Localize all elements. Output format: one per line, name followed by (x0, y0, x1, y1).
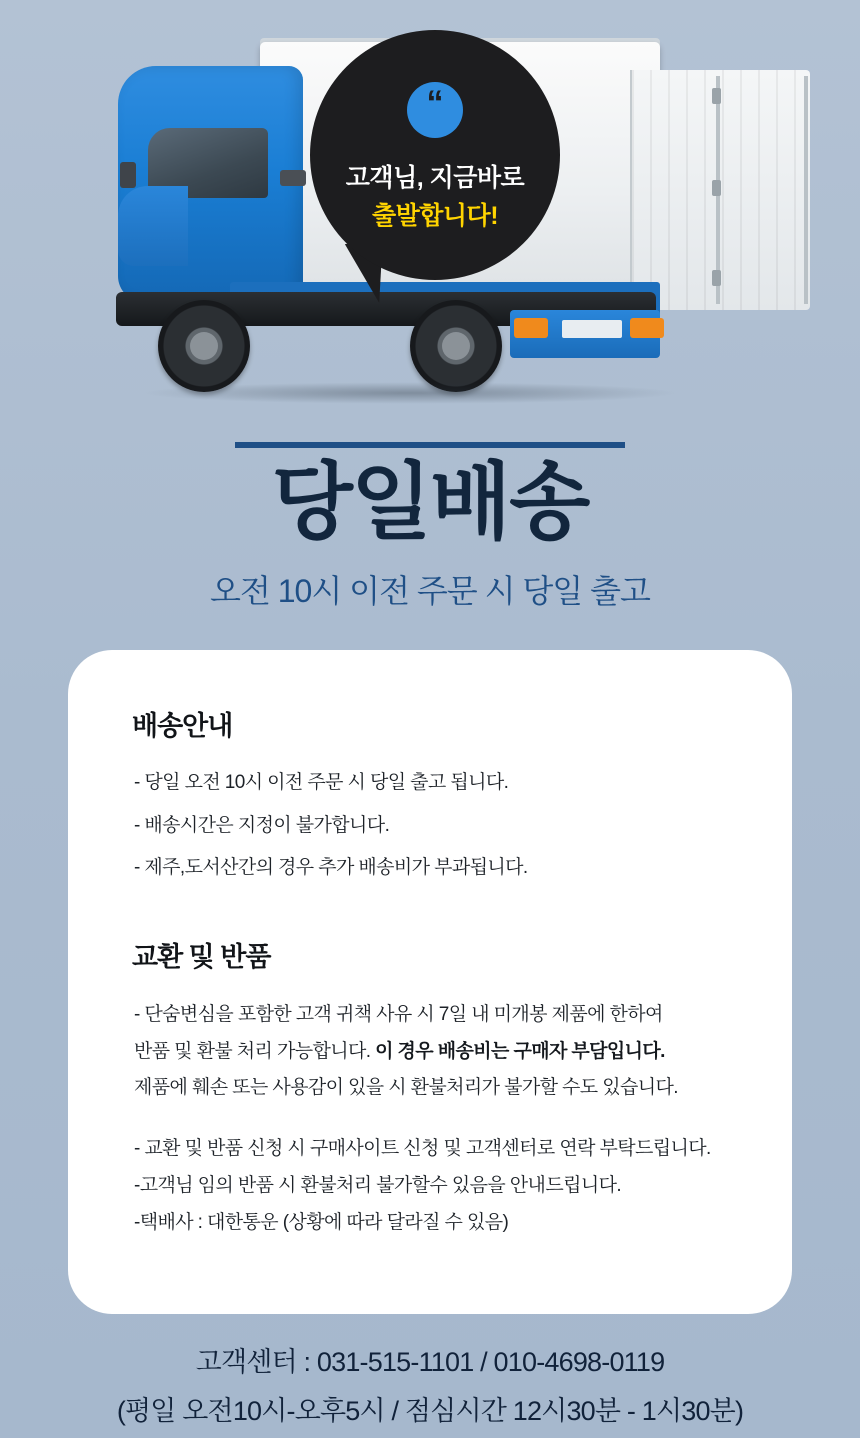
list-item: - 배송시간은 지정이 불가합니다. (134, 814, 390, 836)
exchange-paragraph-line-2-text: 반품 및 환불 처리 가능합니다. (134, 1040, 376, 1062)
page-subtitle: 오전 10시 이전 주문 시 당일 출고 (210, 573, 650, 610)
hero-illustration (0, 0, 860, 420)
exchange-section-heading: 교환 및 반품 (132, 941, 271, 972)
rear-wheel (410, 300, 502, 392)
speech-bubble (310, 30, 560, 280)
delivery-truck-graphic (110, 20, 770, 400)
exchange-paragraph-line-2 (134, 1037, 744, 1068)
delivery-section-heading: 배송안내 (132, 711, 233, 742)
exchange-paragraph-emphasis: 이 경우 배송비는 구매자 부담입니다. (375, 1040, 665, 1062)
title-divider (235, 442, 625, 448)
cab-hood (118, 186, 188, 266)
door-ribs (632, 70, 810, 310)
bubble-line-1: 고객님, 지금바로 (345, 164, 525, 192)
list-item: - 제주,도서산간의 경우 추가 배송비가 부과됩니다. (134, 857, 528, 879)
contact-footer (0, 1340, 860, 1428)
list-item: -택배사 : 대한통운 (상황에 따라 달라질 수 있음) (134, 1211, 509, 1233)
cargo-doors (630, 70, 810, 310)
page-title: 당일배송 (271, 455, 589, 549)
front-wheel (158, 300, 250, 392)
customer-center-line: 고객센터 : 031-515-1101 / 010-4698-0119 (195, 1347, 665, 1378)
exchange-paragraph-line-1: - 단숨변심을 포함한 고객 귀책 사유 시 7일 내 미개봉 제품에 한하여 (134, 1003, 663, 1025)
license-plate (562, 320, 622, 338)
delivery-bullet-list (134, 769, 744, 883)
list-item: -고객님 임의 반품 시 환불처리 불가할수 있음을 안내드립니다. (134, 1174, 622, 1196)
truck-cab (118, 66, 303, 302)
quote-mark-icon: “ (407, 82, 463, 138)
exchange-paragraph-line-3: 제품에 훼손 또는 사용감이 있을 시 환불처리가 불가할 수도 있습니다. (134, 1077, 678, 1099)
side-mirror-icon (280, 170, 306, 186)
door-hinge-icon (712, 180, 721, 196)
door-hinge-icon (712, 270, 721, 286)
info-card (68, 650, 792, 1314)
door-hinge-icon (712, 88, 721, 104)
business-hours-line: (평일 오전10시-오후5시 / 점심시간 12시30분 - 1시30분) (116, 1396, 744, 1427)
ground-shadow (140, 382, 680, 404)
tail-lamp-icon (630, 318, 664, 338)
bubble-line-2: 출발합니다! (371, 202, 499, 230)
list-item: - 교환 및 반품 신청 시 구매사이트 신청 및 고객센터로 연락 부탁드립니다. (134, 1138, 711, 1160)
tail-lamp-icon (514, 318, 548, 338)
list-item: - 당일 오전 10시 이전 주문 시 당일 출고 됩니다. (134, 772, 509, 794)
side-mirror-icon (120, 162, 136, 188)
